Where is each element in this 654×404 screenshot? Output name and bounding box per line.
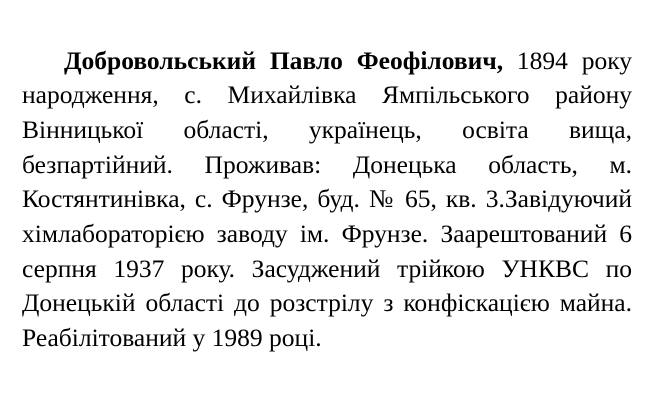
entry-body-text: 1894 року народження, с. Михайлівка Ямпільського району Вінницької області, українець, освіта вища, безпартійний. Проживав: Донецька область, м. Костянтинівка, с. Фрунзе, буд. № 65, кв. 3.Завідуючий хімлабораторією заводу ім. Фрунзе. Заарештований 6 серпня 1937 року. Засуджений трійкою УНКВС по Донецькій області до розстрілу з конфіскацією майна. Реабілітований у 1989 році. <box>22 45 632 352</box>
person-name: Добровольський Павло Феофілович, <box>64 45 504 75</box>
biography-entry <box>22 44 632 356</box>
